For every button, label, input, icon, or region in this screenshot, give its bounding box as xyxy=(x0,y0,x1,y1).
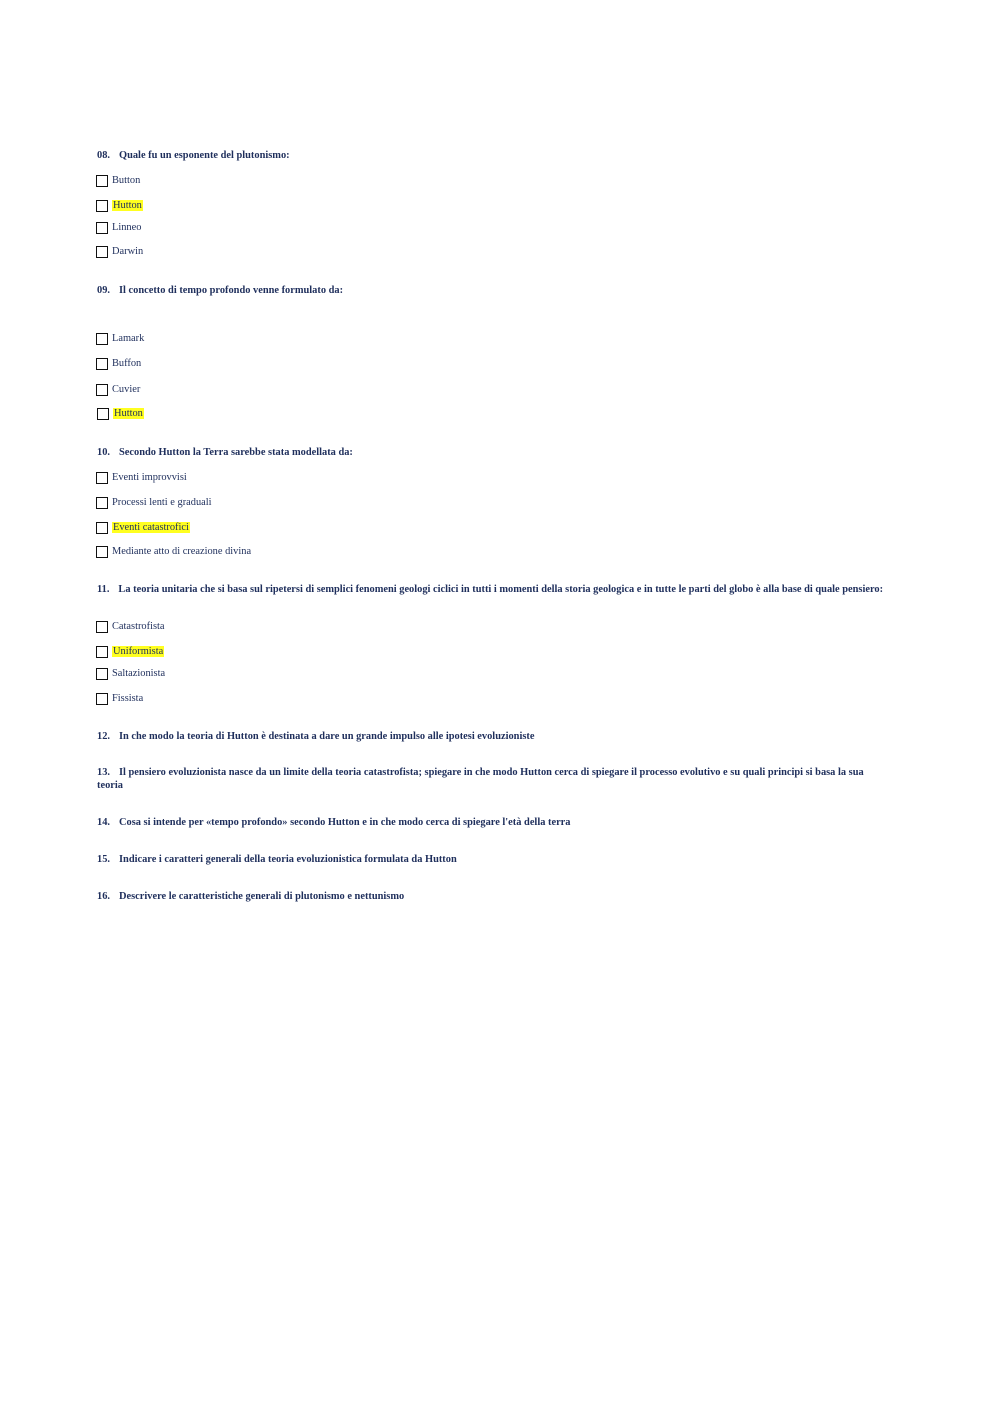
question-16 xyxy=(97,890,887,903)
question-text: Indicare i caratteri generali della teoria evoluzionistica formulata da Hutton xyxy=(119,854,457,865)
option-q10-1[interactable] xyxy=(96,470,187,485)
checkbox[interactable] xyxy=(96,175,108,187)
question-text: Il pensiero evoluzionista nasce da un limite della teoria catastrofista; spiegare in che modo Hutton cerca di spiegare il processo evolutivo e su quali principi si basa la sua teoria xyxy=(97,767,864,791)
option-q08-2[interactable] xyxy=(96,198,143,213)
option-q11-2[interactable] xyxy=(96,644,164,659)
option-q09-3[interactable] xyxy=(96,382,140,397)
question-10 xyxy=(97,446,887,459)
option-label: Darwin xyxy=(112,246,144,257)
question-number: 09. xyxy=(97,285,110,296)
question-number: 08. xyxy=(97,150,110,161)
option-q11-1[interactable] xyxy=(96,619,165,634)
checkbox[interactable] xyxy=(96,222,108,234)
checkbox[interactable] xyxy=(96,358,108,370)
checkbox[interactable] xyxy=(96,522,108,534)
checkbox[interactable] xyxy=(96,246,108,258)
question-text: Secondo Hutton la Terra sarebbe stata modellata da: xyxy=(119,447,353,458)
question-12 xyxy=(97,730,887,743)
question-text: La teoria unitaria che si basa sul ripetersi di semplici fenomeni geologi ciclici in tutti i momenti della storia geologica e in tutte le parti del globo è alla base di quale pensiero: xyxy=(118,584,884,595)
option-label: Processi lenti e graduali xyxy=(112,497,212,508)
option-label-highlighted: Eventi catastrofici xyxy=(113,522,189,533)
option-label: Lamark xyxy=(112,333,145,344)
option-q10-3[interactable] xyxy=(96,520,190,535)
option-q09-2[interactable] xyxy=(96,356,141,371)
question-number: 10. xyxy=(97,447,110,458)
checkbox[interactable] xyxy=(96,384,108,396)
checkbox[interactable] xyxy=(96,693,108,705)
question-number: 13. xyxy=(97,767,110,778)
option-q08-3[interactable] xyxy=(96,220,141,235)
question-08 xyxy=(97,149,887,162)
checkbox[interactable] xyxy=(96,621,108,633)
question-text: Il concetto di tempo profondo venne formulato da: xyxy=(119,285,344,296)
question-number: 11. xyxy=(97,584,110,595)
question-number: 16. xyxy=(97,891,110,902)
checkbox[interactable] xyxy=(96,497,108,509)
option-label: Buffon xyxy=(112,358,142,369)
option-q08-1[interactable] xyxy=(96,173,140,188)
question-text: Cosa si intende per «tempo profondo» secondo Hutton e in che modo cerca di spiegare l'età della terra xyxy=(119,817,571,828)
option-label-highlighted: Uniformista xyxy=(113,646,164,657)
question-15 xyxy=(97,853,887,866)
question-14 xyxy=(97,816,887,829)
question-13 xyxy=(97,766,887,792)
option-label: Button xyxy=(112,175,141,186)
question-number: 15. xyxy=(97,854,110,865)
question-number: 14. xyxy=(97,817,110,828)
option-label-highlighted: Hutton xyxy=(113,200,142,211)
question-09 xyxy=(97,284,887,297)
question-text: Quale fu un esponente del plutonismo: xyxy=(119,150,290,161)
option-q09-1[interactable] xyxy=(96,331,144,346)
checkbox[interactable] xyxy=(96,472,108,484)
checkbox[interactable] xyxy=(96,200,108,212)
option-q10-4[interactable] xyxy=(96,544,251,559)
question-text: In che modo la teoria di Hutton è destinata a dare un grande impulso alle ipotesi evoluzioniste xyxy=(119,731,535,742)
option-q08-4[interactable] xyxy=(96,244,143,259)
checkbox[interactable] xyxy=(96,668,108,680)
option-label: Catastrofista xyxy=(112,621,165,632)
option-q09-4[interactable] xyxy=(97,406,144,421)
option-label: Fissista xyxy=(112,693,144,704)
checkbox[interactable] xyxy=(97,408,109,420)
checkbox[interactable] xyxy=(96,646,108,658)
option-label: Linneo xyxy=(112,222,142,233)
option-label-highlighted: Hutton xyxy=(114,408,143,419)
option-label: Mediante atto di creazione divina xyxy=(112,546,252,557)
checkbox[interactable] xyxy=(96,546,108,558)
option-q11-3[interactable] xyxy=(96,666,165,681)
option-q10-2[interactable] xyxy=(96,495,212,510)
option-label: Eventi improvvisi xyxy=(112,472,187,483)
question-text: Descrivere le caratteristiche generali di plutonismo e nettunismo xyxy=(119,891,405,902)
checkbox[interactable] xyxy=(96,333,108,345)
option-label: Saltazionista xyxy=(112,668,166,679)
question-number: 12. xyxy=(97,731,110,742)
option-label: Cuvier xyxy=(112,384,141,395)
option-q11-4[interactable] xyxy=(96,691,143,706)
question-11 xyxy=(97,583,887,596)
